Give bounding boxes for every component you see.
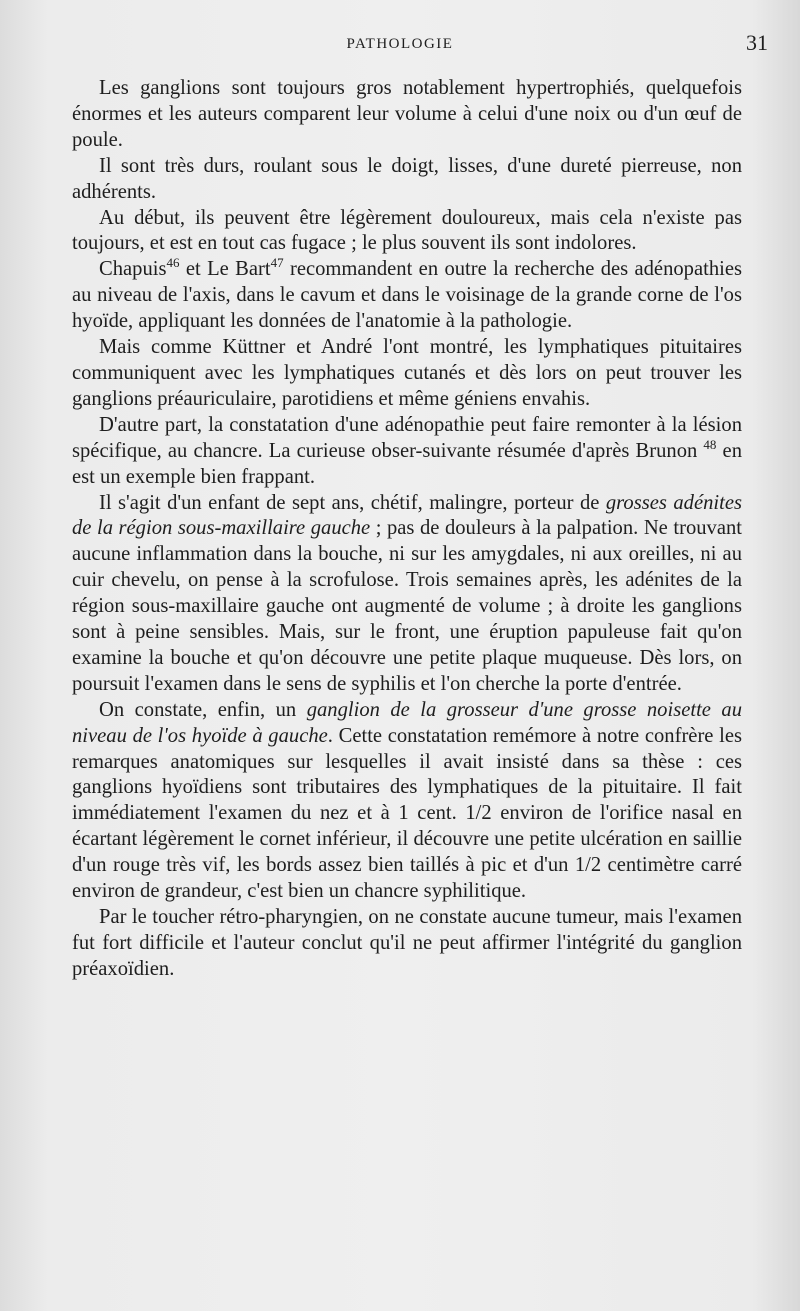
italic-emphasis: ganglion de la grosseur d'une grosse noisette au niveau de l'os hyoïde à gauche	[72, 698, 742, 747]
footnote-ref: 47	[270, 255, 284, 271]
paragraph-5: Mais comme Küttner et André l'ont montré, les lymphatiques pituitaires communiquent avec les lymphatiques cutanés et dès lors on peut trouver les ganglions préauriculaire, parotidiens et même géniens envahis.	[72, 336, 742, 410]
paragraph-6: D'autre part, la constatation d'une adénopathie peut faire remonter à la lésion spécifique, au chancre. La curieuse obser-suivante résumée d'après Brunon $^{48}$ en est un exemple bien frappant.	[72, 413, 742, 488]
paragraph-7: Il s'agit d'un enfant de sept ans, chétif, malingre, porteur de grosses adénites de la région sous-maxillaire gauche ; pas de douleurs à la palpation. Ne trouvant aucune inflammation dans la bouche, ni sur les amygdales, ni aux oreilles, ni au cuir chevelu, on pense à la scrofulose. Trois semaines après, les adénites de la région sous-maxillaire gauche ont augmenté de volume ; à droite les ganglions sont à peine sensibles. Mais, sur le front, une éruption papuleuse fait qu'on examine la bouche et qu'on découvre une petite plaque muqueuse. Dès lors, on poursuit l'examen dans le sens de syphilis et l'on cherche la porte d'entrée.	[72, 491, 742, 695]
footnote-ref: 46	[166, 255, 180, 271]
page-header	[0, 30, 800, 60]
italic-emphasis: grosses adénites de la région sous-maxillaire gauche	[72, 491, 742, 540]
footnote-ref: 48	[703, 436, 717, 452]
paragraph-2: Il sont très durs, roulant sous le doigt, lisses, d'une dureté pierreuse, non adhérents.	[72, 154, 742, 203]
paragraph-4: Chapuis$^{46}$ et Le Bart$^{47}$ recommandent en outre la recherche des adénopathies au niveau de l'axis, dans le cavum et dans le voisinage de la grande corne de l'os hyoïde, appliquant les données de l'anatomie à la pathologie.	[72, 255, 742, 333]
body-text	[72, 76, 742, 983]
paragraph-8: On constate, enfin, un ganglion de la grosseur d'une grosse noisette au niveau de l'os hyoïde à gauche. Cette constatation remémore à notre confrère les remarques anatomiques sur lesquelles il avait insisté dans sa thèse : ces ganglions hyoïdiens sont tributaires des lymphatiques de la pituitaire. Il fait immédiatement l'examen du nez et à 1 cent. 1/2 environ de l'orifice nasal en écartant légèrement le cornet inférieur, il découvre une petite ulcération en saillie d'un rouge très vif, les bords assez bien taillés à pic et d'un 1/2 centimètre carré environ de grandeur, c'est bien un chancre syphilitique.	[72, 698, 742, 903]
paragraph-1: Les ganglions sont toujours gros notablement hypertrophiés, quelquefois énormes et les auteurs comparent leur volume à celui d'une noix ou d'un œuf de poule.	[72, 77, 742, 151]
page-number: 31	[746, 30, 768, 55]
running-title: PATHOLOGIE	[346, 36, 454, 52]
paragraph-9: Par le toucher rétro-pharyngien, on ne constate aucune tumeur, mais l'examen fut fort difficile et l'auteur conclut qu'il ne peut affirmer l'intégrité du ganglion préaxoïdien.	[72, 906, 742, 980]
paragraph-3: Au début, ils peuvent être légèrement douloureux, mais cela n'existe pas toujours, et est en tout cas fugace ; le plus souvent ils sont indolores.	[72, 206, 742, 255]
